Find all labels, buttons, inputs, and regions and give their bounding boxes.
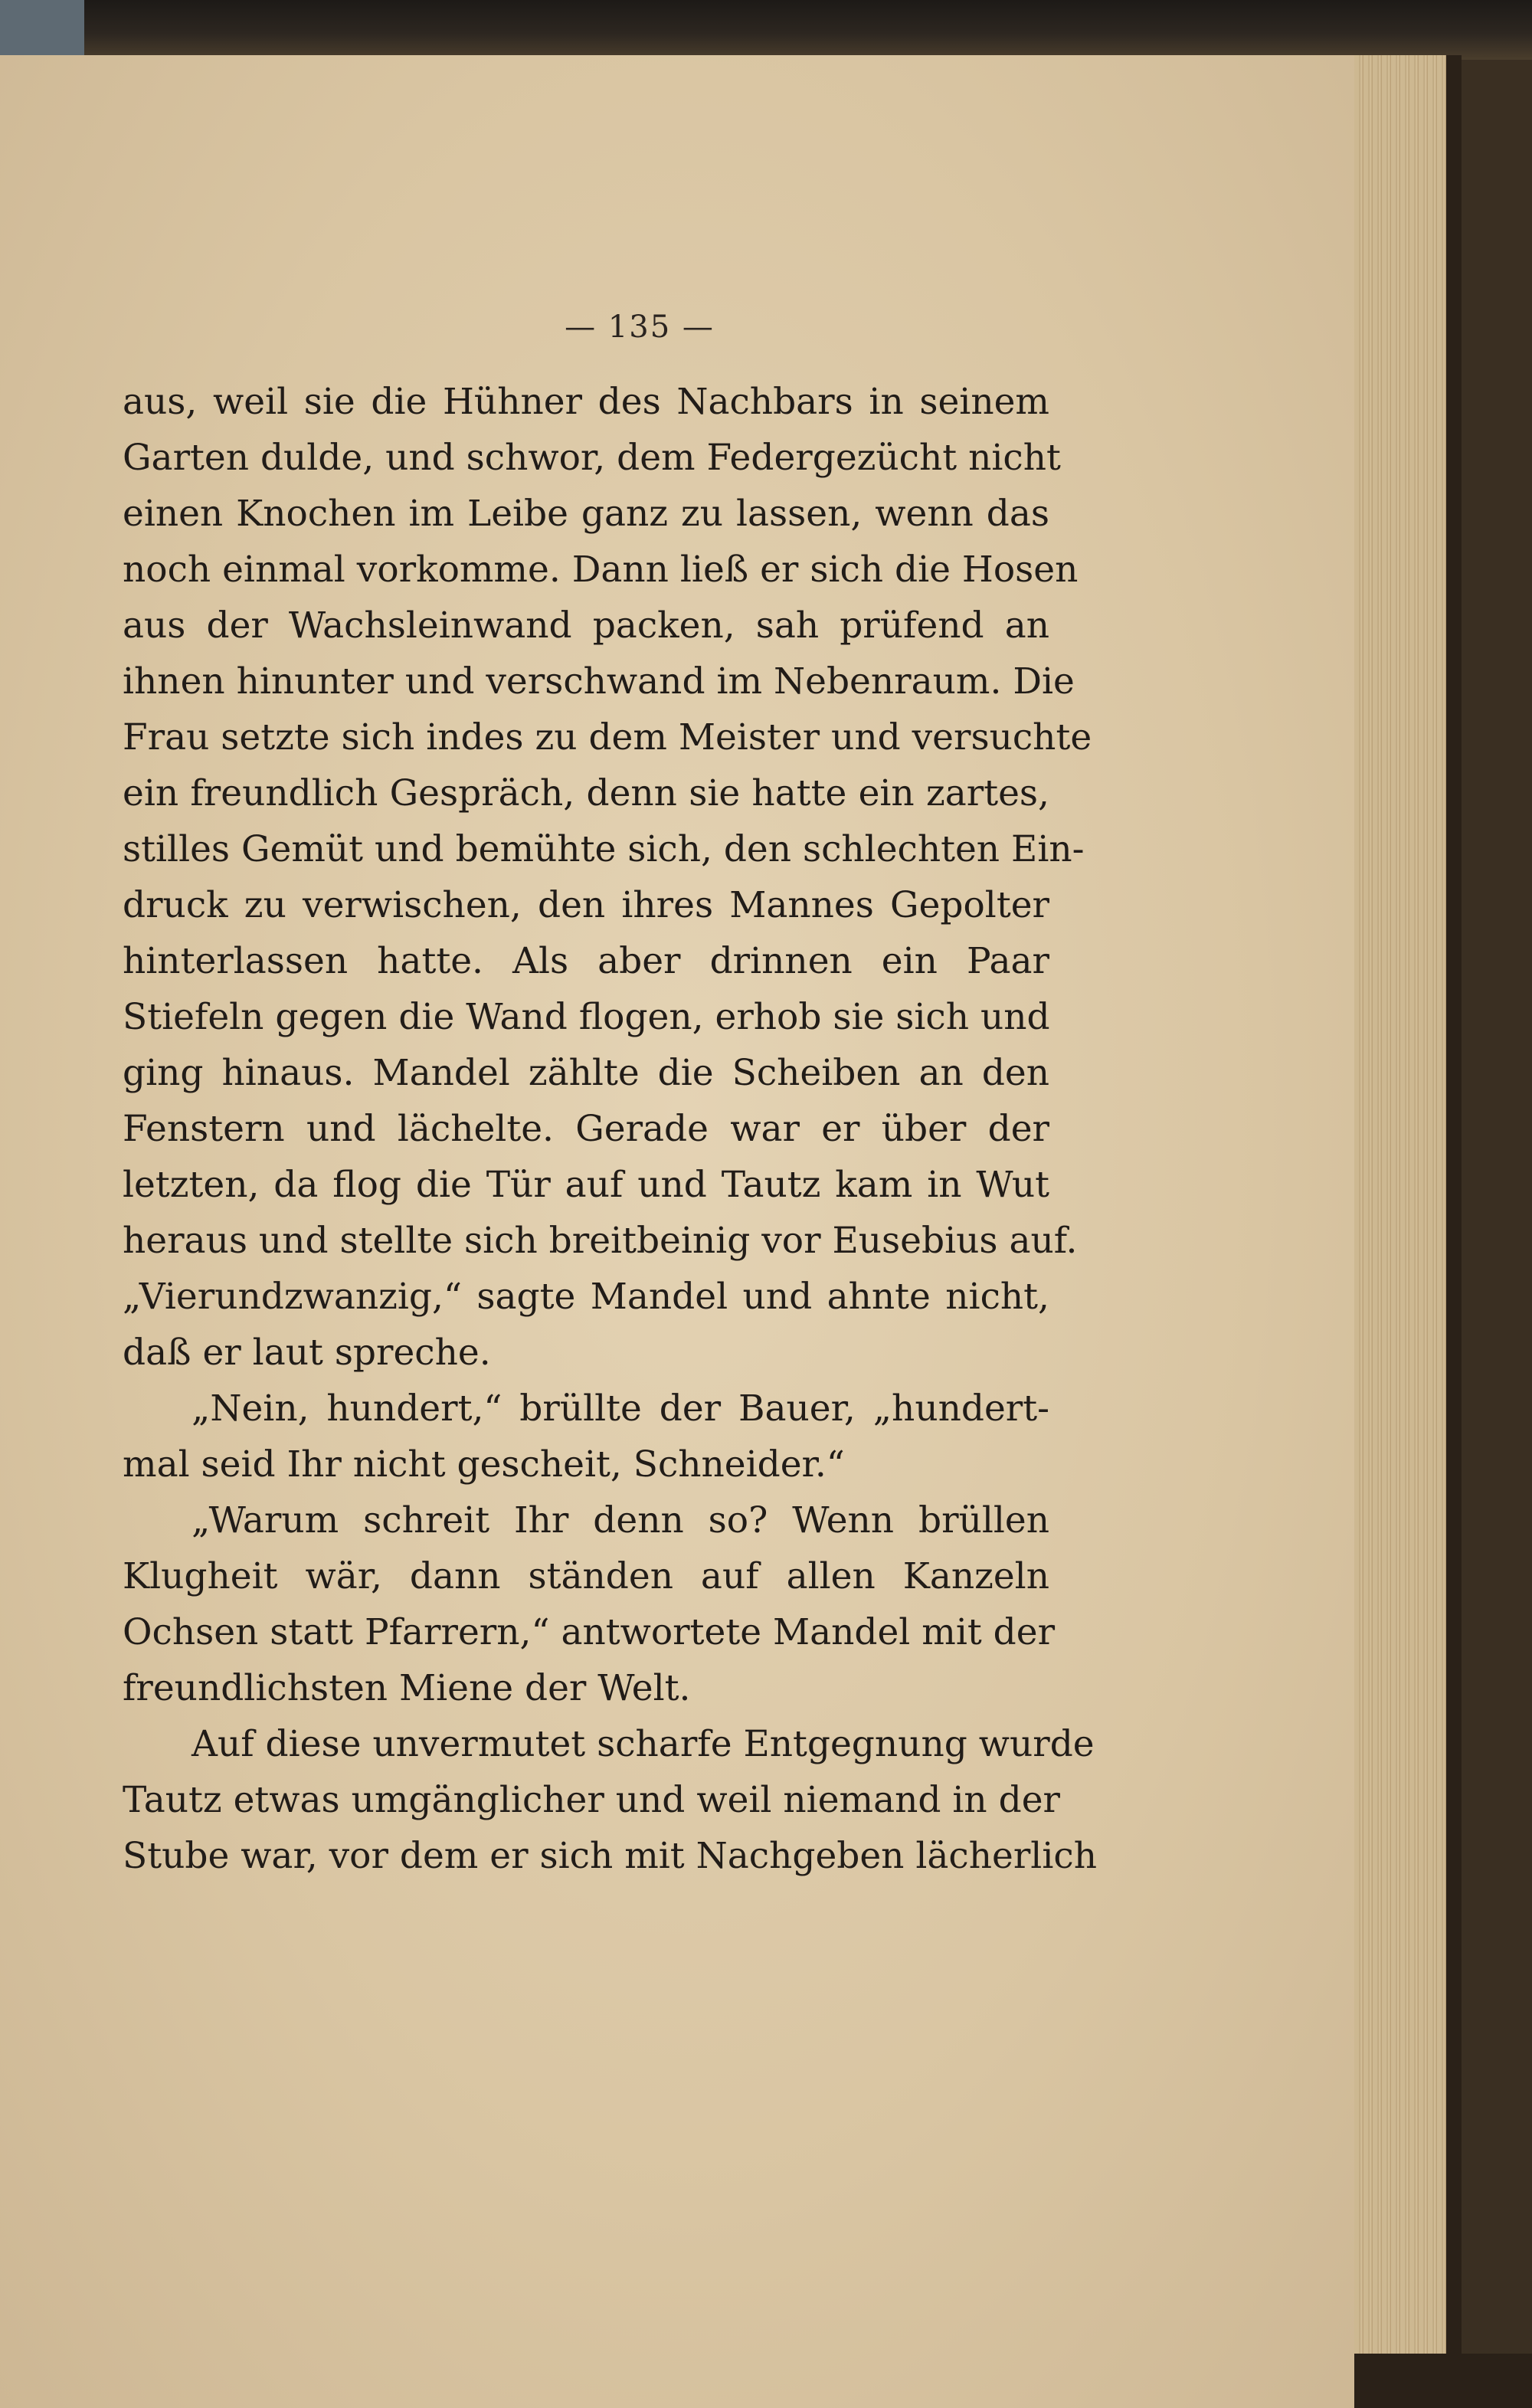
- text-line: „Vierundzwanzig,“ sagte Mandel und ahnte nicht,: [123, 1276, 1049, 1318]
- text-line: Tautz etwas umgänglicher und weil niemand in der: [123, 1779, 1060, 1821]
- text-line: Auf diese unvermutet scharfe Entgegnung wurde: [192, 1723, 1095, 1765]
- text-line: aus der Wachsleinwand packen, sah prüfend an: [123, 604, 1049, 647]
- text-line: ging hinaus. Mandel zählte die Scheiben an den: [123, 1052, 1049, 1094]
- scan-shadow: [1354, 2354, 1532, 2408]
- text-line: mal seid Ihr nicht gescheit, Schneider.“: [123, 1443, 845, 1486]
- text-line: aus, weil sie die Hühner des Nachbars in seinem: [123, 381, 1049, 423]
- text-line: letzten, da flog die Tür auf und Tautz kam in Wut: [123, 1164, 1049, 1206]
- text-line: hinterlassen hatte. Als aber drinnen ein Paar: [123, 940, 1049, 982]
- text-line: daß er laut spreche.: [123, 1332, 491, 1374]
- text-line: ein freundlich Gespräch, denn sie hatte ein zartes,: [123, 772, 1049, 814]
- text-line: stilles Gemüt und bemühte sich, den schlechten Ein-: [123, 828, 1085, 870]
- text-line: freundlichsten Miene der Welt.: [123, 1667, 691, 1709]
- text-line: einen Knochen im Leibe ganz zu lassen, wenn das: [123, 493, 1049, 535]
- text-line: Stube war, vor dem er sich mit Nachgeben lächerlich: [123, 1835, 1097, 1877]
- text-line: Stiefeln gegen die Wand flogen, erhob sie sich und: [123, 996, 1050, 1038]
- text-line: Garten dulde, und schwor, dem Federgezücht nicht: [123, 437, 1061, 479]
- text-line: Klugheit wär, dann ständen auf allen Kanzeln: [123, 1555, 1049, 1597]
- page-number: — 135 —: [565, 310, 715, 345]
- scan-top-edge: [0, 0, 1532, 60]
- text-line: druck zu verwischen, den ihres Mannes Gepolter: [123, 884, 1049, 926]
- text-line: ihnen hinunter und verschwand im Nebenraum. Die: [123, 660, 1075, 703]
- text-line: Ochsen statt Pfarrern,“ antwortete Mandel mit der: [123, 1611, 1056, 1653]
- text-line: „Warum schreit Ihr denn so? Wenn brüllen: [192, 1499, 1049, 1541]
- text-line: Frau setzte sich indes zu dem Meister und versuchte: [123, 716, 1092, 758]
- text-line: „Nein, hundert,“ brüllte der Bauer, „hundert-: [192, 1387, 1049, 1430]
- text-line: heraus und stellte sich breitbeinig vor Eusebius auf.: [123, 1220, 1078, 1262]
- body-text: [123, 374, 1097, 1884]
- text-line: noch einmal vorkomme. Dann ließ er sich die Hosen: [123, 549, 1079, 591]
- page-stack-edge: [1354, 55, 1455, 2354]
- text-line: Fenstern und lächelte. Gerade war er über der: [123, 1108, 1049, 1150]
